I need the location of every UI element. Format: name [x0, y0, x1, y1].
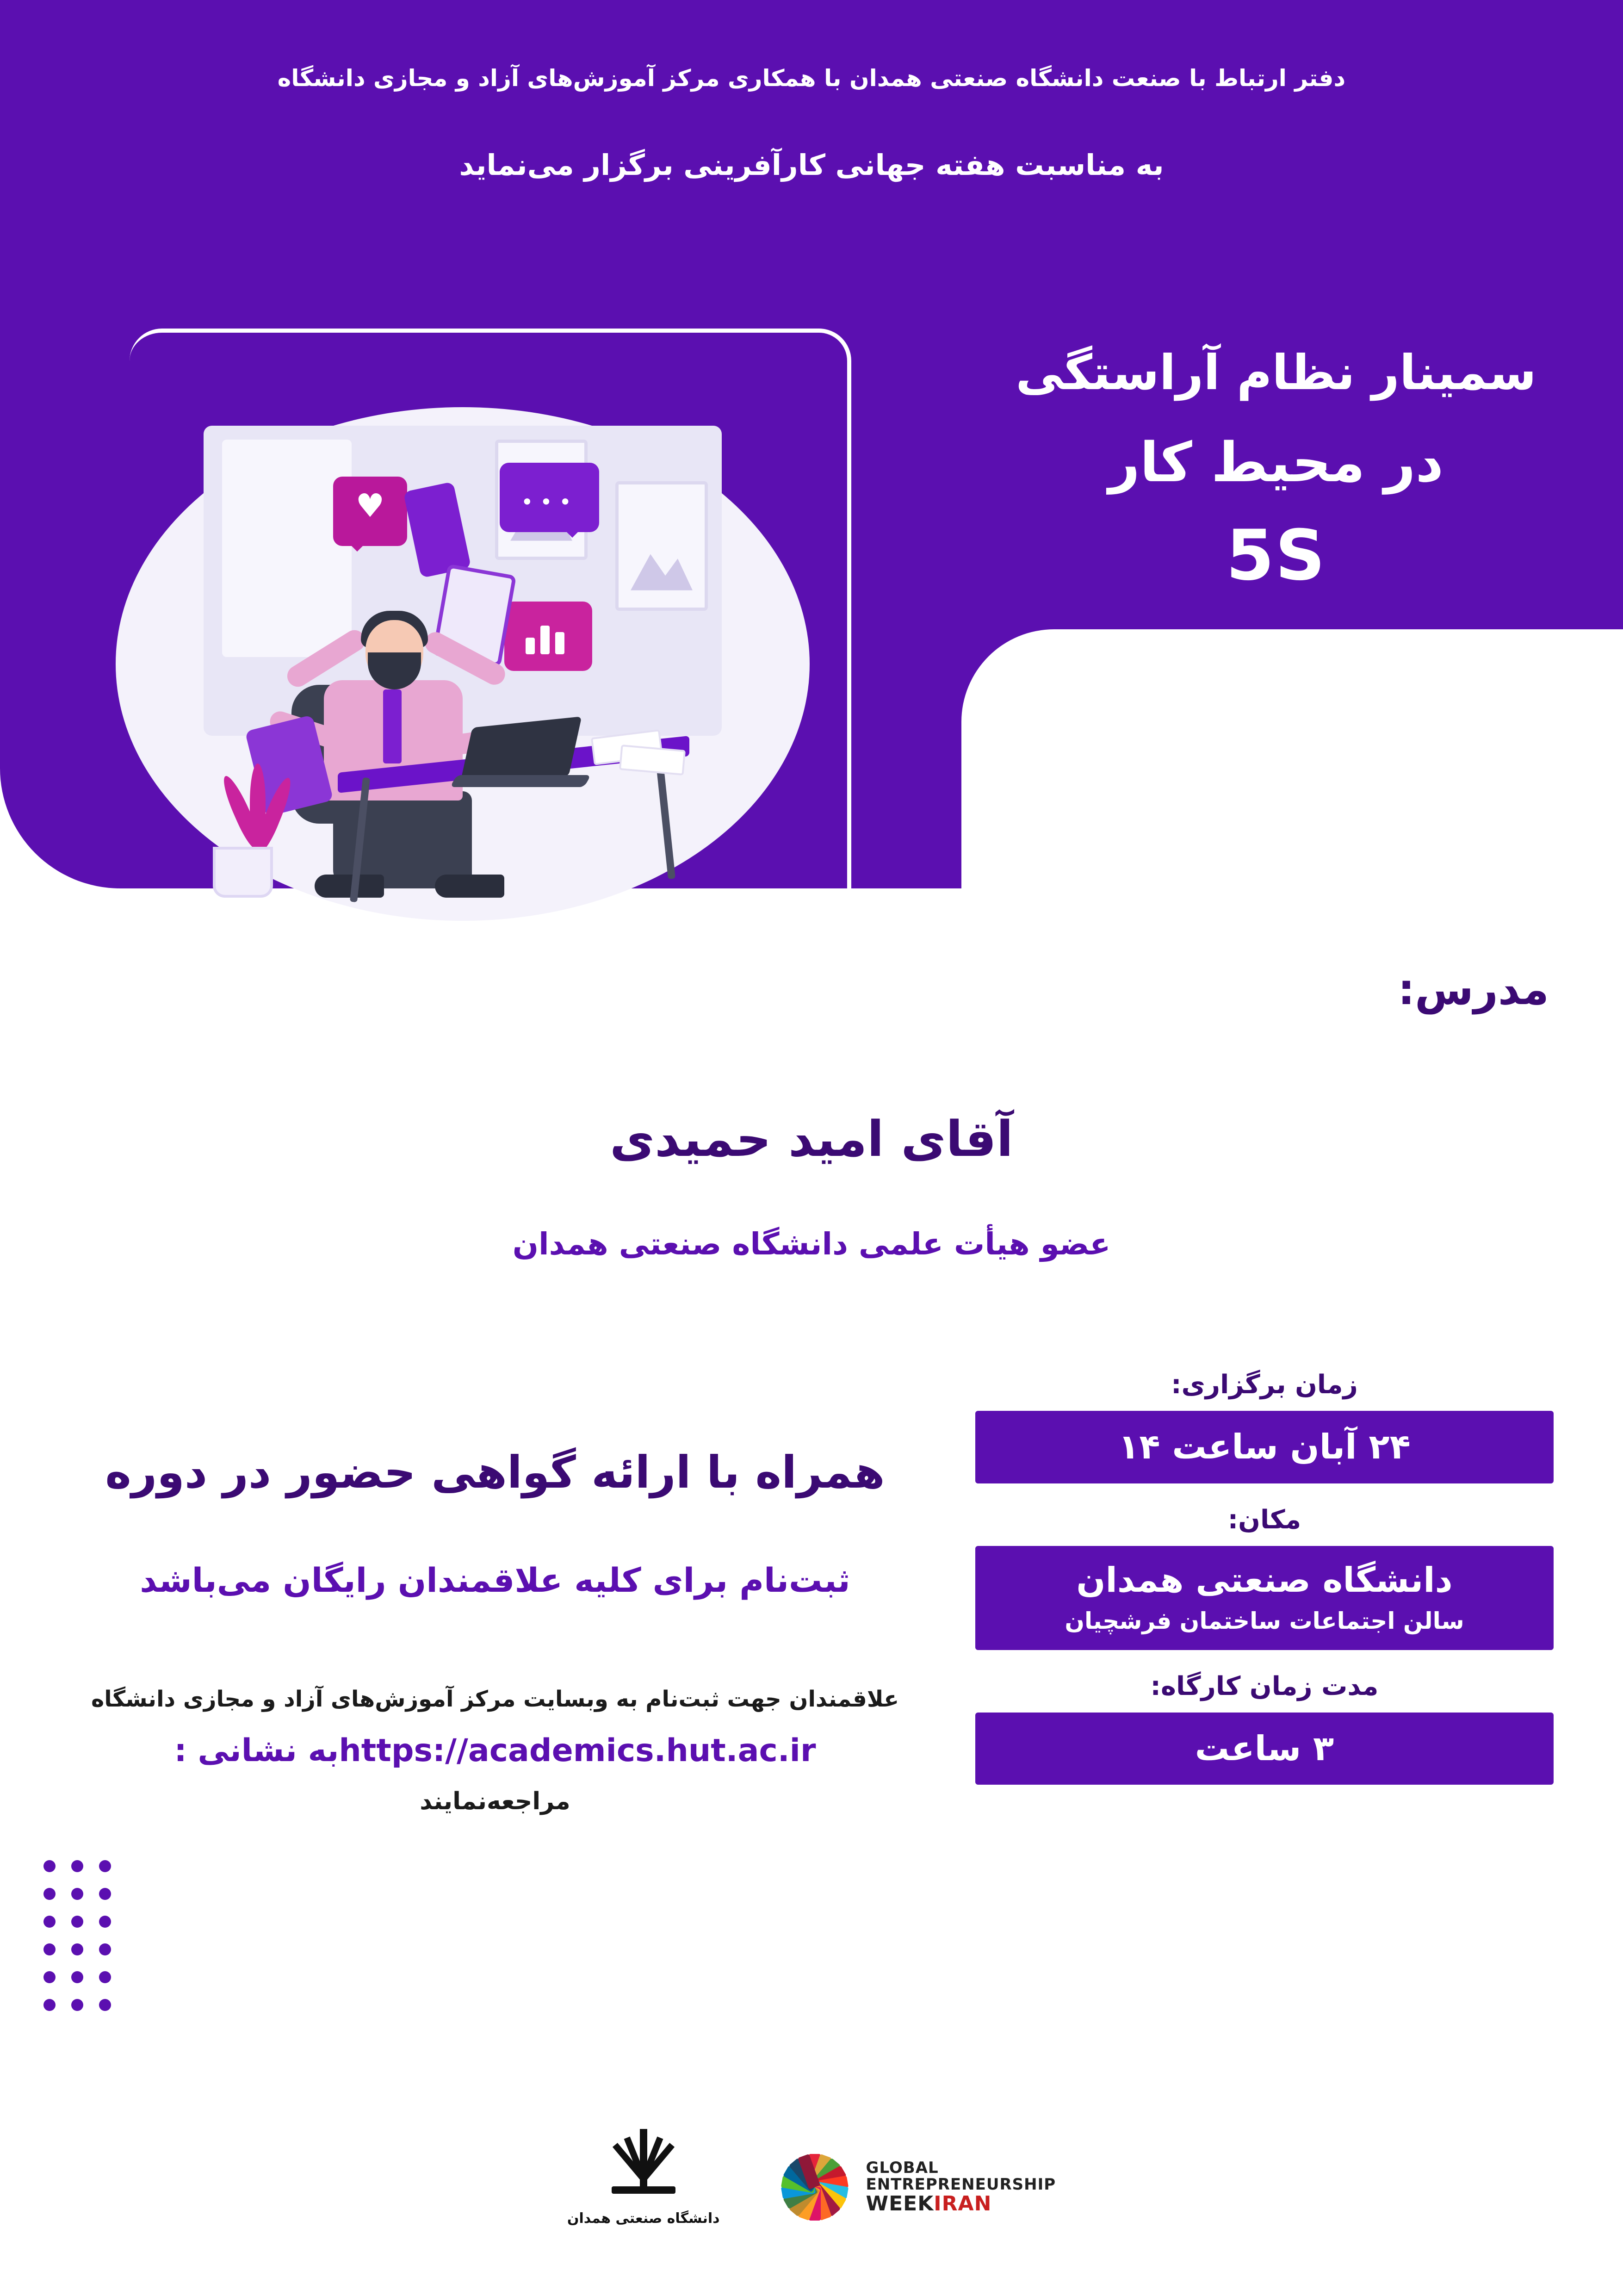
chat-bubble-icon — [500, 463, 599, 532]
laptop-keyboard — [450, 775, 591, 787]
certificate-note: همراه با ارائه گواهی حضور در دوره — [105, 1446, 885, 1498]
hut-emblem-icon — [600, 2116, 688, 2204]
event-info-column — [975, 1370, 1554, 1806]
plant-pot — [213, 847, 273, 898]
header-organizer-line: دفتر ارتباط با صنعت دانشگاه صنعتی همدان با همکاری مرکز آموزش‌های آزاد و مجازی دانشگاه — [277, 65, 1346, 92]
person-shoe — [435, 875, 504, 898]
gew-line-1: GLOBAL — [866, 2159, 939, 2178]
place-value-primary: دانشگاه صنعتی همدان — [1076, 1560, 1453, 1600]
duration-box — [975, 1713, 1554, 1785]
place-label: مکان: — [1227, 1504, 1301, 1535]
university-logo — [567, 2116, 720, 2227]
title-line-3: 5S — [1226, 515, 1326, 596]
time-box — [975, 1411, 1554, 1483]
time-label: زمان برگزاری: — [1171, 1370, 1358, 1400]
gew-week: WEEK — [866, 2191, 934, 2215]
registration-closing: مراجعه‌نمایند — [420, 1787, 570, 1815]
title-line-1: سمینار نظام آراستگی — [1016, 344, 1536, 401]
heart-glyph: ♥ — [355, 487, 385, 525]
person-shoe — [315, 875, 384, 898]
registration-url[interactable]: https://academics.hut.ac.ir — [339, 1732, 816, 1769]
university-caption: دانشگاه صنعتی همدان — [567, 2210, 720, 2227]
duration-value: ۳ ساعت — [1195, 1728, 1334, 1769]
person-tie — [383, 689, 402, 763]
gew-line-2: ENTREPRENEURSHIP — [866, 2175, 1056, 2194]
chart-bubble-icon — [504, 602, 592, 671]
place-value-secondary: سالن اجتماعات ساختمان فرشچیان — [1065, 1607, 1464, 1634]
registration-instruction: علاقمندان جهت ثبت‌نام به وبسایت مرکز آموزش‌های آزاد و مجازی دانشگاه — [91, 1686, 899, 1712]
heart-bubble-icon — [333, 477, 407, 546]
window-shape — [222, 440, 352, 657]
details-block — [0, 1444, 990, 1815]
gew-wordmark — [866, 2160, 1056, 2215]
free-registration-note: ثبت‌نام برای کلیه علاقمندان رایگان می‌باشد — [140, 1560, 850, 1600]
gew-wheel-icon — [775, 2148, 854, 2227]
instructor-name: آقای امید حمیدی — [609, 1111, 1014, 1167]
website-line — [0, 1732, 990, 1769]
gew-line-3 — [866, 2193, 1056, 2215]
time-value: ۲۴ آبان ساعت ۱۴ — [1118, 1427, 1411, 1467]
bar-chart-glyph — [526, 620, 572, 654]
wall-picture-icon — [615, 481, 708, 611]
illustration — [116, 324, 856, 935]
picture-mountain-shape — [631, 534, 693, 590]
instructor-label: مدرس: — [1398, 965, 1549, 1014]
chat-dots: ••• — [520, 490, 578, 515]
decorative-dot-grid — [28, 1860, 111, 2027]
place-box — [975, 1546, 1554, 1650]
title-line-2: در محیط کار — [1108, 430, 1444, 494]
instructor-affiliation: عضو هیأت علمی دانشگاه صنعتی همدان — [512, 1226, 1111, 1262]
header-occasion-line: به مناسبت هفته جهانی کارآفرینی برگزار می‌نماید — [459, 148, 1164, 182]
gew-logo — [775, 2148, 1056, 2227]
panel-corner-notch — [961, 629, 1623, 888]
footer-logos — [0, 2116, 1623, 2227]
seminar-title-block — [985, 342, 1567, 596]
website-prefix: به نشانی : — [174, 1732, 339, 1769]
duration-label: مدت زمان کارگاه: — [1150, 1671, 1379, 1701]
gew-iran: IRAN — [934, 2191, 992, 2215]
